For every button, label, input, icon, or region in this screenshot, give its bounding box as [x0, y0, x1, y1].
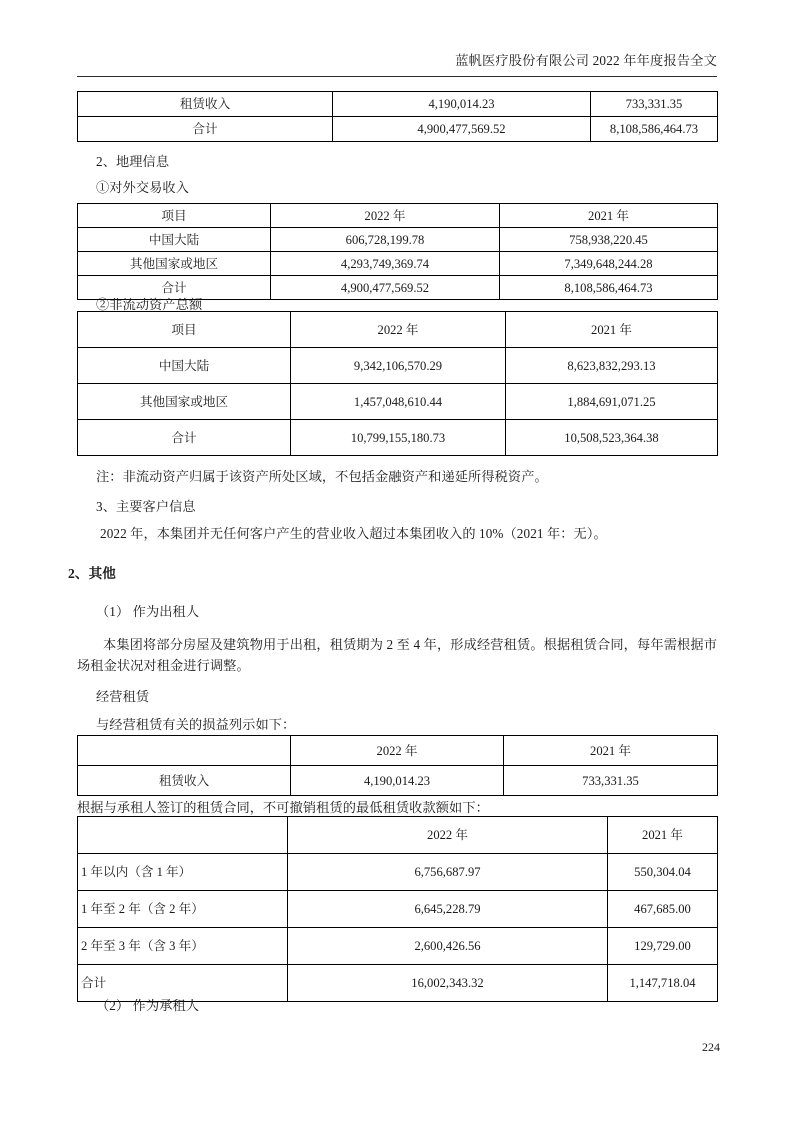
table-header-row [78, 312, 718, 348]
header-2021: 2021 年 [500, 204, 718, 228]
cell-2021: 733,331.35 [591, 92, 718, 117]
cell-2021: 467,685.00 [608, 891, 718, 928]
cell-2021: 7,349,648,244.28 [500, 252, 718, 276]
cell-2021: 733,331.35 [504, 766, 718, 796]
cell-label: 其他国家或地区 [78, 252, 271, 276]
header-2021: 2021 年 [608, 817, 718, 854]
table-noncurrent-assets [77, 311, 718, 456]
cell-2022: 4,293,749,369.74 [271, 252, 500, 276]
paragraph-as-lessor-body: 本集团将部分房屋及建筑物用于出租，租赁期为 2 至 4 年，形成经营租赁。根据租赁合同，每年需根据市场租金状况对租金进行调整。 [77, 637, 717, 673]
table-row [78, 928, 718, 965]
header-2022: 2022 年 [291, 312, 506, 348]
table-row [78, 228, 718, 252]
table-row [78, 348, 718, 384]
table-row [78, 252, 718, 276]
cell-label: 2 年至 3 年（含 3 年） [78, 928, 288, 965]
cell-2022: 6,756,687.97 [288, 854, 608, 891]
table-row [78, 854, 718, 891]
table-operating-lease-income [77, 735, 718, 796]
cell-label: 租赁收入 [78, 766, 291, 796]
table-header-row [78, 817, 718, 854]
table-row [78, 891, 718, 928]
table-row [78, 420, 718, 456]
cell-2022: 4,190,014.23 [333, 92, 591, 117]
cell-2022: 606,728,199.78 [271, 228, 500, 252]
header-item: 项目 [78, 312, 291, 348]
table-revenue-continued [77, 91, 718, 142]
cell-label: 1 年以内（含 1 年） [78, 854, 288, 891]
header-2022: 2022 年 [291, 736, 504, 766]
cell-2021: 758,938,220.45 [500, 228, 718, 252]
cell-label: 中国大陆 [78, 348, 291, 384]
paragraph-major-customers: 2022 年，本集团并无任何客户产生的营业收入超过本集团收入的 10%（2021 年：无）。 [100, 526, 607, 541]
heading-external-revenue: ①对外交易收入 [96, 180, 190, 195]
header-divider [77, 76, 717, 77]
cell-2022: 4,190,014.23 [291, 766, 504, 796]
cell-label: 合计 [78, 420, 291, 456]
cell-2021: 8,108,586,464.73 [500, 276, 718, 300]
table-min-lease-receipts [77, 816, 718, 1002]
cell-2022: 10,799,155,180.73 [291, 420, 506, 456]
label-operating-lease: 经营租赁 [96, 689, 150, 704]
header-blank [78, 736, 291, 766]
cell-2022: 4,900,477,569.52 [271, 276, 500, 300]
table-geographic-revenue [77, 203, 718, 300]
header-2021: 2021 年 [506, 312, 718, 348]
cell-2022: 2,600,426.56 [288, 928, 608, 965]
cell-2021: 1,884,691,071.25 [506, 384, 718, 420]
cell-2022: 16,002,343.32 [288, 965, 608, 1002]
table-row [78, 766, 718, 796]
cell-2021: 550,304.04 [608, 854, 718, 891]
cell-label: 其他国家或地区 [78, 384, 291, 420]
header-2021: 2021 年 [504, 736, 718, 766]
table-row [78, 384, 718, 420]
heading-as-lessor: （1） 作为出租人 [96, 604, 200, 619]
cell-2021: 10,508,523,364.38 [506, 420, 718, 456]
table-header-row [78, 736, 718, 766]
header-2022: 2022 年 [288, 817, 608, 854]
cell-2021: 8,623,832,293.13 [506, 348, 718, 384]
cell-2022: 1,457,048,610.44 [291, 384, 506, 420]
heading-major-customers: 3、主要客户信息 [96, 499, 196, 514]
cell-2022: 4,900,477,569.52 [333, 117, 591, 142]
page-number: 224 [702, 1040, 720, 1054]
table-header-row [78, 204, 718, 228]
note-noncurrent-assets: 注：非流动资产归属于该资产所处区域，不包括金融资产和递延所得税资产。 [96, 469, 548, 484]
cell-2022: 6,645,228.79 [288, 891, 608, 928]
cell-label: 合计 [78, 965, 288, 1002]
header-2022: 2022 年 [271, 204, 500, 228]
heading-other: 2、其他 [68, 566, 116, 581]
cell-label: 合计 [78, 117, 333, 142]
cell-label: 合计 [78, 276, 271, 300]
heading-geographic-info: 2、地理信息 [96, 154, 170, 169]
cell-2022: 9,342,106,570.29 [291, 348, 506, 384]
paragraph-min-lease-intro: 根据与承租人签订的租赁合同，不可撤销租赁的最低租赁收款额如下： [77, 800, 489, 815]
cell-2021: 1,147,718.04 [608, 965, 718, 1002]
paragraph-operating-lease-intro: 与经营租赁有关的损益列示如下： [96, 717, 296, 732]
header-item: 项目 [78, 204, 271, 228]
cell-label: 中国大陆 [78, 228, 271, 252]
cell-2021: 8,108,586,464.73 [591, 117, 718, 142]
header-blank [78, 817, 288, 854]
heading-as-lessee: （2） 作为承租人 [96, 998, 200, 1013]
table-row [78, 92, 718, 117]
page-header-title: 蓝帆医疗股份有限公司 2022 年年度报告全文 [455, 53, 717, 68]
table-row [78, 117, 718, 142]
cell-label: 1 年至 2 年（含 2 年） [78, 891, 288, 928]
cell-2021: 129,729.00 [608, 928, 718, 965]
heading-noncurrent-assets: ②非流动资产总额 [96, 297, 203, 312]
cell-label: 租赁收入 [78, 92, 333, 117]
